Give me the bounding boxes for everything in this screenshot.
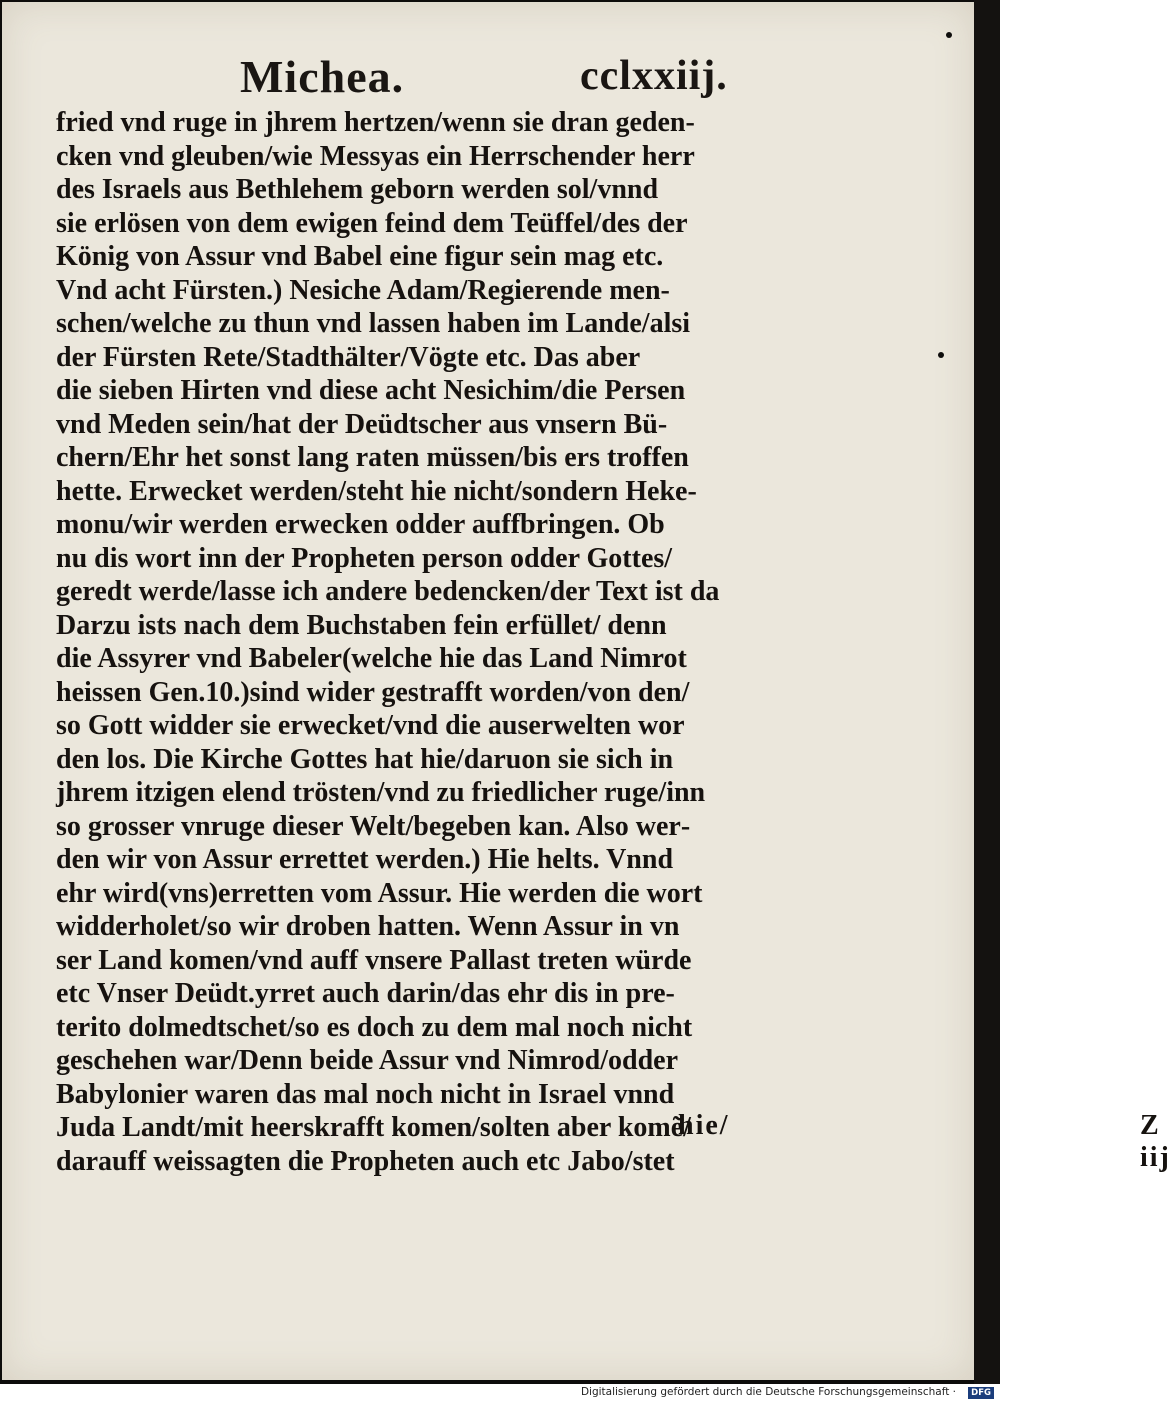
- text-line: darauff weissagten die Propheten auch etc Jabo/stet: [56, 1145, 675, 1177]
- text-line: monu/wir werden erwecken odder auffbringen. Ob: [56, 509, 665, 540]
- page-header: [2, 50, 974, 110]
- running-head: Michea.: [240, 51, 405, 102]
- catchword: hie/: [678, 1110, 730, 1141]
- book-page: [2, 2, 1171, 1380]
- text-line: fried vnd ruge in jhrem hertzen/wenn sie dran geden‑: [56, 107, 695, 138]
- text-line: den los. Die Kirche Gottes hat hie/daruon sie sich in: [56, 743, 674, 775]
- text-line: jhrem itzigen elend trösten/vnd zu friedlicher ruge/inn: [56, 777, 706, 808]
- text-line: König von Assur vnd Babel eine figur sein mag etc.: [56, 241, 664, 272]
- text-line: so grosser vnruge dieser Welt/begeben kan. Also wer‑: [56, 810, 691, 842]
- text-line: sie erlösen von dem ewigen feind dem Teüffel/des der: [56, 207, 688, 239]
- funding-credit: Digitalisierung gefördert durch die Deutsche Forschungsgemeinschaft ·: [580, 1386, 956, 1398]
- text-line: der Fürsten Rete/Stadthälter/Vögte etc. Das aber: [56, 341, 641, 373]
- text-line: nu dis wort inn der Propheten person odder Gottes/: [56, 542, 673, 574]
- text-line: chern/Ehr het sonst lang raten müssen/bis ers troffen: [56, 442, 689, 473]
- text-line: vnd Meden sein/hat der Deüdtscher aus vnsern Bü‑: [56, 408, 668, 440]
- text-line: so Gott widder sie erwecket/vnd die auserwelten wor: [56, 710, 685, 741]
- text-line: etc Vnser Deüdt.yrret auch darin/das ehr dis in pre‑: [56, 978, 675, 1009]
- text-line: widderholet/so wir droben hatten. Wenn Assur in vn: [56, 911, 680, 942]
- text-line: geredt werde/lasse ich andere bedencken/der Text ist da: [56, 576, 720, 607]
- text-line: Darzu ists nach dem Buchstaben fein erfüllet/ denn: [56, 609, 667, 641]
- dfg-logo: DFG: [968, 1387, 994, 1399]
- text-line: den wir von Assur errettet werden.) Hie helts. Vnnd: [56, 844, 674, 875]
- text-line: des Israels aus Bethlehem geborn werden sol/vnnd: [56, 174, 659, 205]
- text-line: ser Land komen/vnd auff vnsere Pallast treten würde: [56, 944, 692, 976]
- text-line: die sieben Hirten vnd diese acht Nesichim/die Persen: [56, 375, 686, 406]
- text-line: schen/welche zu thun vnd lassen haben im Lande/alsi: [56, 308, 691, 339]
- text-line: geschehen war/Denn beide Assur vnd Nimrod/odder: [56, 1045, 679, 1076]
- folio-number: cclxxiij.: [580, 53, 728, 99]
- text-line: ehr wird(vns)erretten vom Assur. Hie werden die wort: [56, 877, 703, 909]
- signature-mark: Z iij: [1140, 1110, 1171, 1173]
- ink-spot: [946, 32, 952, 38]
- text-line: Juda Landt/mit heerskrafft komen/solten aber komẽ/: [56, 1112, 691, 1143]
- page-edge: [974, 0, 1000, 1384]
- text-line: hette. Erwecket werden/steht hie nicht/sondern Heke‑: [56, 475, 697, 507]
- text-line: heissen Gen.10.)sind wider gestrafft worden/von den/: [56, 676, 690, 708]
- text-line: terito dolmedtschet/so es doch zu dem mal noch nicht: [56, 1011, 693, 1043]
- text-line: Babylonier waren das mal noch nicht in Israel vnnd: [56, 1078, 675, 1110]
- text-line: die Assyrer vnd Babeler(welche hie das Land Nimrot: [56, 643, 687, 674]
- digitization-footer: [0, 1384, 1000, 1402]
- text-line: cken vnd gleuben/wie Messyas ein Herrschender herr: [56, 140, 695, 172]
- ink-spot: [938, 352, 944, 358]
- body-text: [56, 106, 746, 1178]
- text-line: Vnd acht Fürsten.) Nesiche Adam/Regierende men‑: [56, 274, 670, 306]
